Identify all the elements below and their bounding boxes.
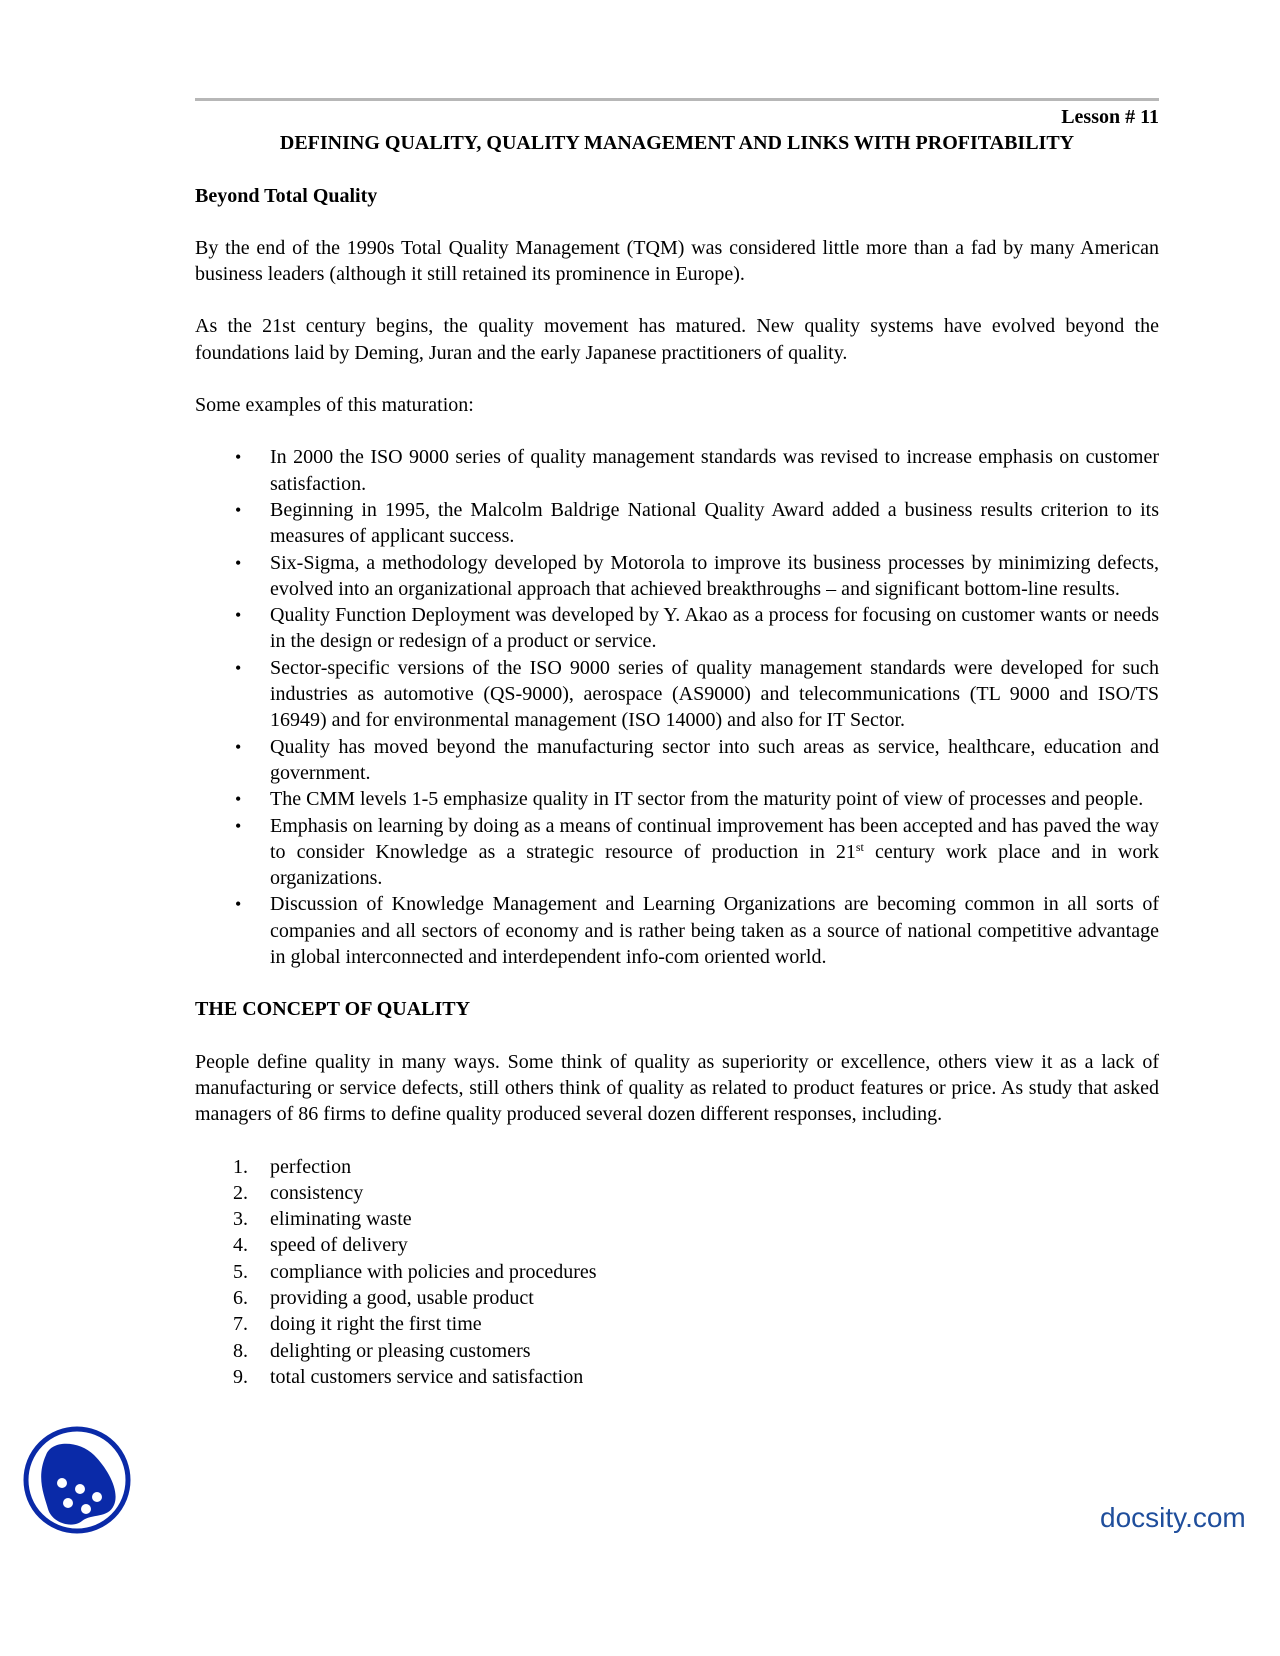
list-item [195, 655, 1159, 734]
section-heading-concept-of-quality: THE CONCEPT OF QUALITY [195, 998, 471, 1021]
item-text: total customers service and satisfaction [270, 1365, 584, 1388]
docsity-watermark[interactable]: docsity.com [1100, 1502, 1246, 1533]
item-number: 1. [233, 1155, 248, 1178]
list-item-text: In 2000 the ISO 9000 series of quality management standards was revised to increase emphasis on customer satisfaction. [270, 446, 1159, 495]
bullet-icon: • [235, 789, 242, 810]
item-number: 5. [233, 1260, 248, 1283]
section-heading-beyond-total-quality: Beyond Total Quality [195, 184, 378, 207]
item-text: providing a good, usable product [270, 1286, 534, 1309]
list-item [195, 891, 1159, 970]
list-item [195, 550, 1159, 603]
list-item-text: Discussion of Knowledge Management and Learning Organizations are becoming common in all sorts of companies and all sectors of economy and is rather being taken as a source of national competitive advantage in global interconnected and interdependent info-com oriented world. [270, 893, 1159, 969]
list-item-text: Quality has moved beyond the manufacturing sector into such areas as service, healthcare, education and government. [270, 735, 1159, 784]
numbered-item [195, 1364, 1159, 1390]
quality-definitions-list [195, 1154, 1159, 1391]
list-item-text-continued: century work place and in work organizations. [270, 840, 1159, 890]
numbered-item [195, 1180, 1159, 1206]
item-text: delighting or pleasing customers [270, 1339, 531, 1362]
item-text: consistency [270, 1181, 364, 1204]
list-item-text: Emphasis on learning by doing as a means of continual improvement has been accepted and has paved the way to consider Knowledge as a strategic resource of production in 21 [270, 814, 1159, 863]
numbered-item [195, 1259, 1159, 1285]
item-number: 8. [233, 1339, 248, 1362]
paragraph: As the 21st century begins, the quality movement has matured. New quality systems have evolved beyond the foundations laid by Deming, Juran and the early Japanese practitioners of quality. [195, 315, 1159, 364]
item-number: 4. [233, 1234, 248, 1257]
bullet-icon: • [235, 447, 242, 468]
list-item [195, 813, 1159, 892]
item-text: eliminating waste [270, 1208, 412, 1231]
list-item-text: Six-Sigma, a methodology developed by Motorola to improve its business processes by minimizing defects, evolved into an organizational approach that achieved breakthroughs – and significant bottom-line results. [270, 551, 1159, 600]
item-number: 2. [233, 1181, 248, 1204]
list-item [195, 444, 1159, 497]
item-text: doing it right the first time [270, 1313, 482, 1336]
bullet-icon: • [235, 552, 242, 573]
page-title: DEFINING QUALITY, QUALITY MANAGEMENT AND LINKS WITH PROFITABILITY [279, 132, 1075, 155]
paragraph: By the end of the 1990s Total Quality Management (TQM) was considered little more than a fad by many American business leaders (although it still retained its prominence in Europe). [195, 236, 1159, 286]
item-number: 7. [233, 1313, 248, 1336]
bullet-icon: • [235, 736, 242, 757]
item-text: speed of delivery [270, 1234, 408, 1257]
numbered-item [195, 1338, 1159, 1364]
bullet-icon: • [235, 499, 242, 520]
paragraph: People define quality in many ways. Some think of quality as superiority or excellence, others view it as a lack of manufacturing or service defects, still others think of quality as related to product features or price. As study that asked managers of 86 firms to define quality produced several dozen different responses, including. [195, 1050, 1159, 1126]
list-item-text: Quality Function Deployment was developed by Y. Akao as a process for focusing on customer wants or needs in the design or redesign of a product or service. [270, 604, 1159, 653]
bullet-icon: • [235, 605, 242, 626]
numbered-item [195, 1285, 1159, 1311]
list-item [195, 497, 1159, 550]
item-number: 9. [233, 1365, 248, 1388]
paragraph: Some examples of this maturation: [195, 394, 474, 417]
numbered-item [195, 1206, 1159, 1232]
item-text: compliance with policies and procedures [270, 1260, 597, 1283]
docsity-logo-icon [22, 1425, 132, 1535]
item-text: perfection [270, 1155, 352, 1178]
list-item-text: Sector-specific versions of the ISO 9000 series of quality management standards were developed for such industries as automotive (QS-9000), aerospace (AS9000) and telecommunications (TL 9000 and ISO/TS 16949) and for environmental management (ISO 14000) and also for IT Sector. [270, 656, 1159, 732]
lesson-number: Lesson # 11 [1061, 106, 1159, 128]
item-number: 3. [233, 1208, 248, 1231]
list-item-text: The CMM levels 1-5 emphasize quality in IT sector from the maturity point of view of processes and people. [270, 788, 1144, 811]
item-number: 6. [233, 1286, 248, 1309]
top-rule [195, 98, 1159, 101]
bullet-icon: • [235, 894, 242, 915]
list-item-text: Beginning in 1995, the Malcolm Baldrige National Quality Award added a business results criterion to its measures of applicant success. [270, 498, 1159, 548]
bullet-icon: • [235, 657, 242, 678]
document-page [195, 104, 1159, 1390]
list-item [195, 602, 1159, 655]
maturation-examples-list [195, 444, 1159, 970]
bullet-icon: • [235, 815, 242, 836]
list-item [195, 786, 1159, 812]
numbered-item [195, 1154, 1159, 1180]
superscript-st: st [855, 839, 864, 854]
list-item [195, 734, 1159, 787]
numbered-item [195, 1311, 1159, 1337]
numbered-item [195, 1232, 1159, 1258]
